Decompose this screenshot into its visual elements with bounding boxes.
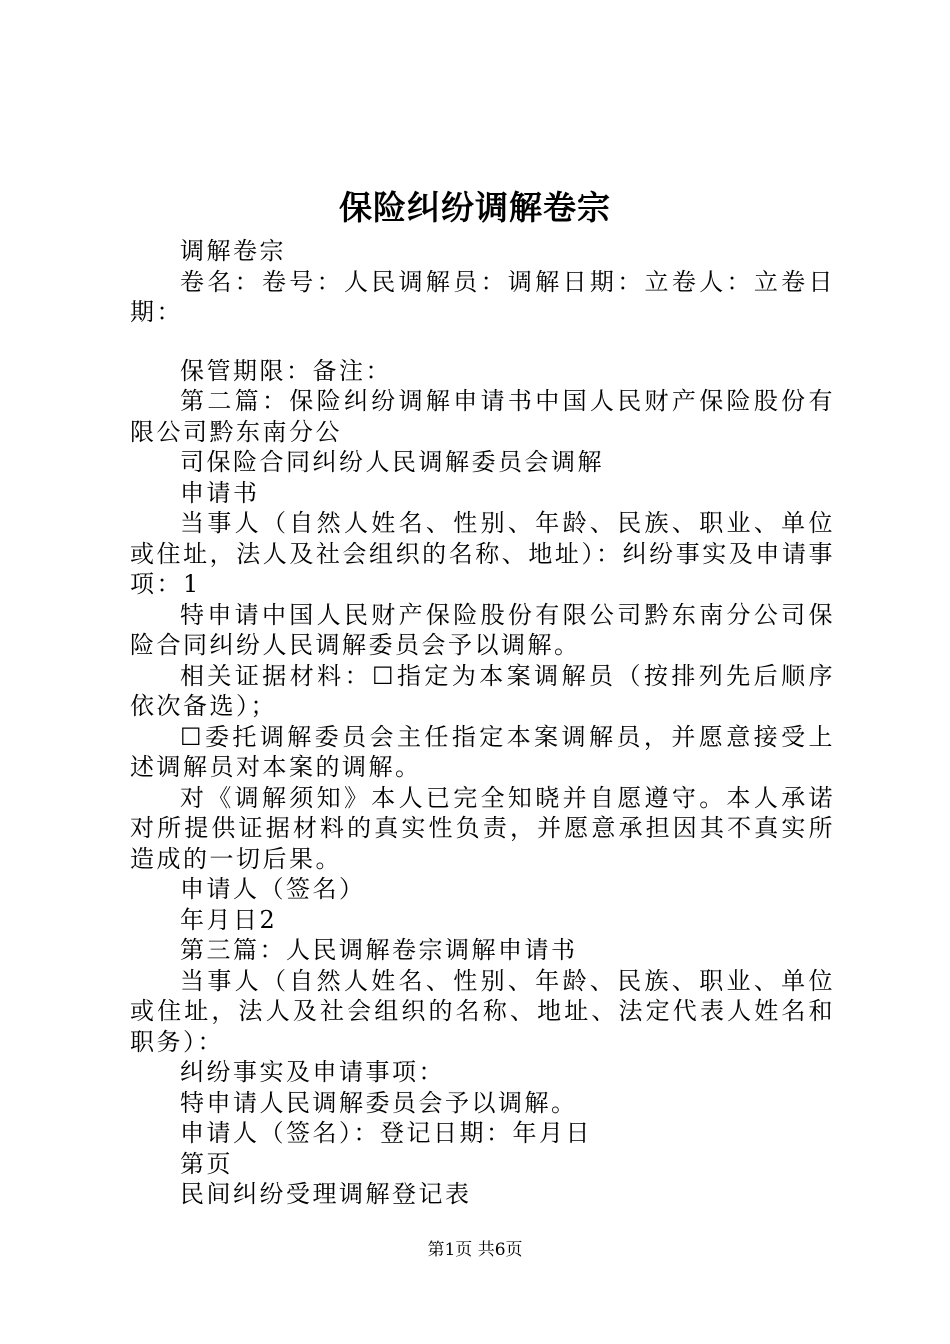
paragraph: 申请人（签名）：登记日期：年月日 — [180, 1119, 592, 1147]
paragraph: 申请人（签名） — [180, 875, 366, 903]
paragraph: 司保险合同纠纷人民调解委员会调解 — [180, 448, 604, 476]
paragraph: 当事人（自然人姓名、性别、年龄、民族、职业、单位或住址，法人及社会组织的名称、地址）：纠纷事实及申请事项：1 — [130, 509, 835, 598]
document-body — [130, 236, 835, 1210]
paragraph: 年月日2 — [180, 905, 278, 934]
paragraph: 第页 — [180, 1149, 233, 1178]
paragraph: 对《调解须知》本人已完全知晓并自愿遵守。本人承诺对所提供证据材料的真实性负责，并愿意承担因其不真实所造成的一切后果。 — [130, 783, 835, 873]
paragraph: ☐委托调解委员会主任指定本案调解员，并愿意接受上述调解员对本案的调解。 — [130, 722, 835, 781]
paragraph: 特申请中国人民财产保险股份有限公司黔东南分公司保险合同纠纷人民调解委员会予以调解。 — [130, 600, 835, 659]
paragraph: 第二篇：保险纠纷调解申请书中国人民财产保险股份有限公司黔东南分公 — [130, 387, 835, 446]
paragraph: 保管期限：备注： — [180, 356, 392, 385]
paragraph: 第三篇：人民调解卷宗调解申请书 — [180, 936, 578, 964]
paragraph: 特申请人民调解委员会予以调解。 — [180, 1088, 578, 1117]
paragraph: 调解卷宗 — [180, 237, 286, 265]
paragraph: 纠纷事实及申请事项： — [180, 1058, 445, 1086]
paragraph: 相关证据材料：☐指定为本案调解员（按排列先后顺序依次备选）； — [130, 661, 835, 720]
paragraph: 卷名：卷号：人民调解员：调解日期：立卷人：立卷日期： — [130, 267, 835, 326]
document-title: 保险纠纷调解卷宗 — [339, 188, 611, 227]
page-footer: 第1页 共6页 — [427, 1240, 523, 1260]
paragraph: 民间纠纷受理调解登记表 — [180, 1180, 472, 1208]
paragraph: 当事人（自然人姓名、性别、年龄、民族、职业、单位或住址，法人及社会组织的名称、地址、法定代表人姓名和职务）： — [130, 966, 835, 1056]
paragraph: 申请书 — [180, 478, 260, 507]
